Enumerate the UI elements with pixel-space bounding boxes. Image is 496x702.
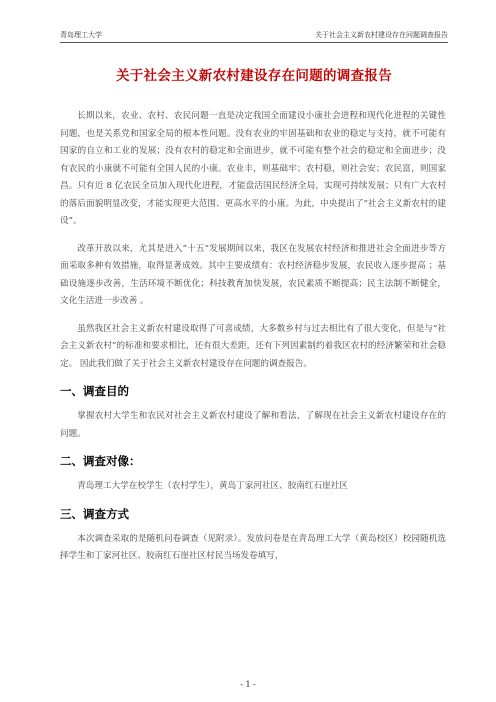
section-text-purpose: 掌握农村大学生和农民对社会主义新农村建设了解和看法，了解现在社会主义新农村建设存在的问题。 [60,411,446,439]
report-title: 关于社会主义新农村建设存在问题的调查报告 [116,68,392,84]
header-school-name: 青岛理工大学 [60,31,102,39]
intro-paragraph-2: 改革开放以来，尤其是进入“十五”发展期间以来，我区在发展农村经济和推进社会全面进步等方面采取多种有效措施，取得显著成效。其中主要成绩有：农村经济稳步发展，农民收入逐步提高 ；基础设施逐步改善，生活环境不断优化；科技教育加快发展，农民素质不断提高；民主法制不断健全，文化生活进一步改善 。 [60,243,446,306]
page-number: - 1 - [240,680,256,689]
section-heading-method: 三、调查方式 [60,506,129,521]
intro-paragraph-3: 虽然我区社会主义新农村建设取得了可喜成绩，大多数乡村与过去相比有了很大变化，但是与“社会主义新农村”的标准和要求相比，还有很大差距，还有下列因素制约着我区农村的经济繁荣和社会稳定。 因此我们做了关于社会主义新农村建设存在问题的调查报告。 [60,323,446,369]
header-report-title: 关于社会主义新农村建设存在问题调查报告 [315,31,448,39]
section-heading-purpose: 一、调查目的 [60,384,129,398]
running-header [60,28,448,43]
section-heading-subjects: 二、调查对像： [60,454,141,468]
section-text-subjects: 青岛理工大学在校学生（农村学生），黄岛丁家河社区、胶南红石崖社区 [77,481,348,491]
intro-paragraph-1: 长期以来，农业、农村、农民问题一直是决定我国全面建设小康社会进程和现代化进程的关键性问题，也是关系党和国家全局的根本性问题。没有农业的牢固基础和农业的稳定与支持，就不可能有国家的自立和工业的发展；没有农村的稳定和全面进步，就不可能有整个社会的稳定和全面进步；没有农民的小康就不可能有全国人民的小康。农业丰，则基础牢；农村稳，则社会安；农民富，则国家昌。只有近 8 亿农民全员加入现代化进程，才能盘活国民经济全局，实现可持续发展；只有广大农村的落后面貌明显改变，才能实现更大范围、更高水平的小康。为此，中央提出了“社会主义新农村的建设”。 [60,111,446,226]
report-body [60,108,446,576]
section-text-method: 本次调查采取的是随机问卷调查（见附录）。发放问卷是在青岛理工大学（黄岛校区）校园随机选择学生和丁家河社区、胶南红石崖社区村民当场发卷填写， [60,533,446,561]
